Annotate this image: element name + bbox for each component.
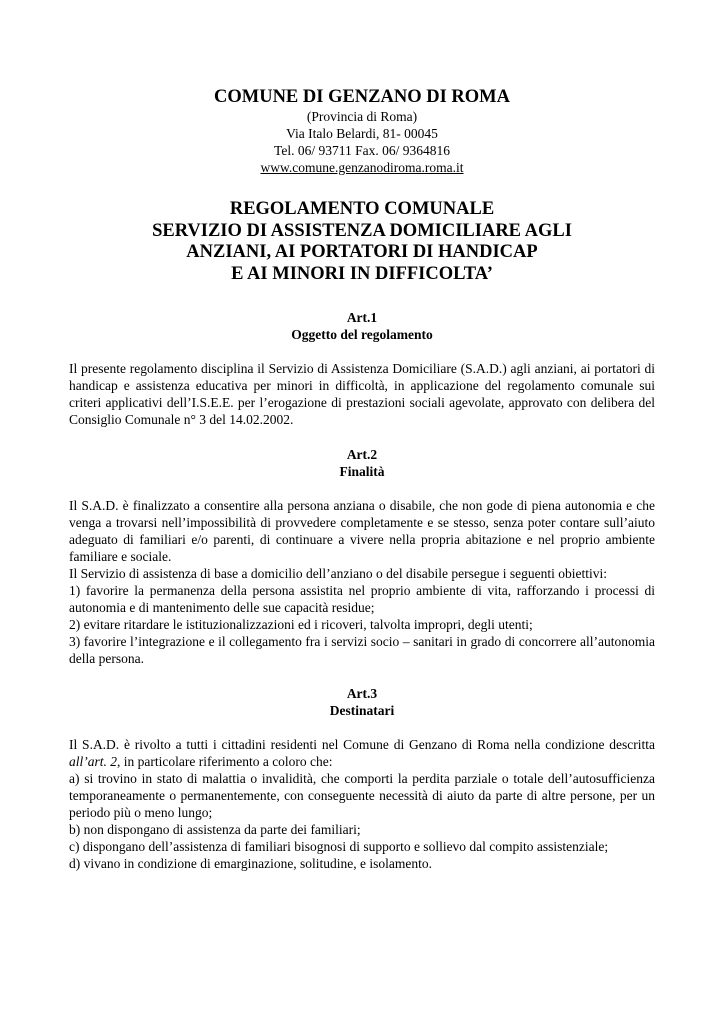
article-3-intro-start: Il S.A.D. è rivolto a tutti i cittadini residenti nel Comune di Genzano di Roma nella condizione descritta [69, 737, 655, 752]
article-3-item-d: d) vivano in condizione di emarginazione, solitudine, e isolamento. [69, 856, 433, 871]
article-2 [69, 446, 655, 667]
article-2-number: Art.2 [346, 447, 378, 462]
article-2-heading: Finalità [339, 464, 385, 479]
org-address: Via Italo Belardi, 81- 00045 [286, 126, 438, 141]
org-province: (Provincia di Roma) [306, 109, 418, 124]
article-3 [69, 685, 655, 872]
article-3-number: Art.3 [346, 686, 378, 701]
article-2-item-3: 3) favorire l’integrazione e il collegamento fra i servizi socio – sanitari in grado di concorrere all’autonomia della persona. [69, 634, 655, 666]
title-line-4: E AI MINORI IN DIFFICOLTA’ [231, 263, 493, 284]
letterhead [69, 86, 655, 176]
article-1 [69, 309, 655, 428]
document-page [69, 86, 655, 872]
article-2-item-2: 2) evitare ritardare le istituzionalizzazioni ed i ricoveri, talvolta impropri, degli utenti; [69, 617, 533, 632]
title-line-2: SERVIZIO DI ASSISTENZA DOMICILIARE AGLI [152, 220, 572, 241]
document-title [69, 199, 655, 285]
title-line-3: ANZIANI, AI PORTATORI DI HANDICAP [186, 242, 538, 262]
article-3-item-b: b) non dispongano di assistenza da parte dei familiari; [69, 822, 361, 837]
article-3-intro-reference: all’art. 2 [69, 754, 118, 769]
article-2-paragraph-1: Il S.A.D. è finalizzato a consentire alla persona anziana o disabile, che non gode di piena autonomia e che venga a trovarsi nell’impossibilità di provvedere completamente e se stesso, senza poter contare sull’aiuto adeguato di familiari e/o parenti, di continuare a vivere nella propria abitazione e nel proprio ambiente familiare e sociale. [69, 498, 655, 564]
article-1-number: Art.1 [346, 310, 378, 325]
article-2-item-1: 1) favorire la permanenza della persona assistita nel proprio ambiente di vita, rafforzando i processi di autonomia e di mantenimento delle sue capacità residue; [69, 583, 655, 615]
org-name: COMUNE DI GENZANO DI ROMA [214, 87, 510, 107]
article-3-heading: Destinatari [329, 703, 395, 718]
title-line-1: REGOLAMENTO COMUNALE [229, 199, 495, 219]
article-3-item-a: a) si trovino in stato di malattia o invalidità, che comporti la perdita parziale o totale dell’autosufficienza temporaneamente o permanentemente, con conseguente necessità di aiuto da parte di altre persone, per un periodo più o meno lungo; [69, 771, 655, 820]
org-phone: Tel. 06/ 93711 Fax. 06/ 9364816 [274, 143, 450, 158]
article-3-item-c: c) dispongano dell’assistenza di familiari bisognosi di supporto e sollievo dal compito assistenziale; [69, 839, 609, 854]
article-2-paragraph-2: Il Servizio di assistenza di base a domicilio dell’anziano o del disabile persegue i seguenti obiettivi: [69, 566, 607, 581]
org-website-link[interactable]: www.comune.genzanodiroma.roma.it [260, 160, 464, 175]
article-3-intro [69, 736, 655, 770]
article-3-intro-end: , in particolare riferimento a coloro che: [117, 754, 333, 769]
article-1-heading: Oggetto del regolamento [291, 327, 433, 342]
article-1-text: Il presente regolamento disciplina il Servizio di Assistenza Domiciliare (S.A.D.) agli anziani, ai portatori di handicap e assistenza educativa per minori in difficoltà, in applicazione del regolamento comunale sui criteri applicativi dell’I.S.E.E. per l’erogazione di prestazioni sociali agevolate, approvato con delibera del Consiglio Comunale n° 3 del 14.02.2002. [69, 361, 655, 427]
